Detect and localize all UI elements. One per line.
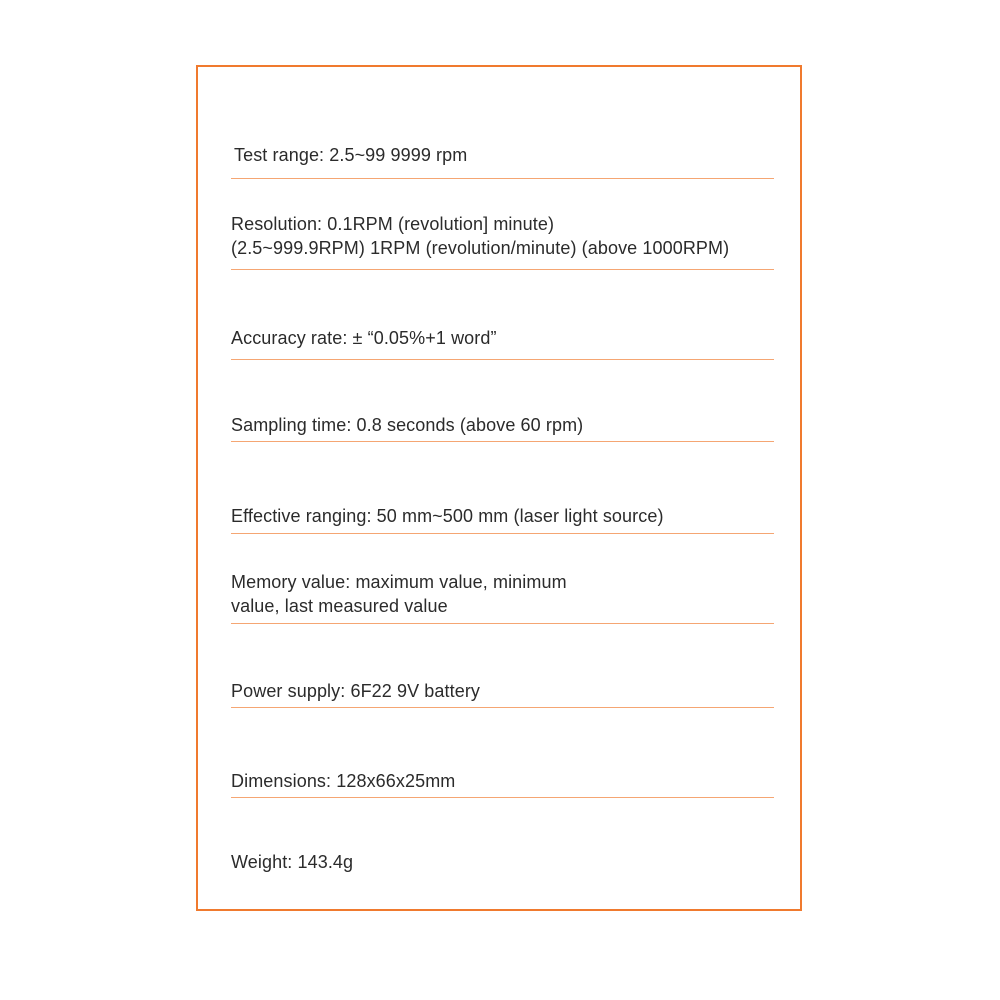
divider — [231, 269, 774, 270]
spec-test-range — [231, 143, 774, 167]
spec-memory-value — [231, 570, 774, 618]
spec-line: Effective ranging: 50 mm~500 mm (laser light source) — [231, 506, 664, 526]
spec-line: Weight: 143.4g — [231, 852, 354, 872]
spec-effective-ranging — [231, 504, 774, 528]
spec-accuracy — [231, 326, 774, 350]
spec-weight — [231, 850, 774, 874]
spec-line: (2.5~999.9RPM) 1RPM (revolution/minute) (above 1000RPM) — [231, 238, 730, 258]
spec-line: Resolution: 0.1RPM (revolution] minute) — [231, 214, 555, 234]
divider — [231, 359, 774, 360]
spec-line: Dimensions: 128x66x25mm — [231, 771, 456, 791]
divider — [231, 623, 774, 624]
divider — [231, 707, 774, 708]
spec-power-supply — [231, 679, 774, 703]
spec-line: Memory value: maximum value, minimum — [231, 572, 567, 592]
divider — [231, 441, 774, 442]
spec-line: Accuracy rate: ± “0.05%+1 word” — [231, 328, 497, 348]
spec-resolution — [231, 212, 774, 260]
divider — [231, 797, 774, 798]
spec-sampling-time — [231, 413, 774, 437]
spec-line: Power supply: 6F22 9V battery — [231, 681, 481, 701]
spec-line: Test range: 2.5~99 9999 rpm — [234, 145, 468, 165]
spec-line: value, last measured value — [231, 596, 448, 616]
divider — [231, 178, 774, 179]
divider — [231, 533, 774, 534]
spec-card — [196, 65, 802, 911]
spec-dimensions — [231, 769, 774, 793]
spec-line: Sampling time: 0.8 seconds (above 60 rpm) — [231, 415, 584, 435]
